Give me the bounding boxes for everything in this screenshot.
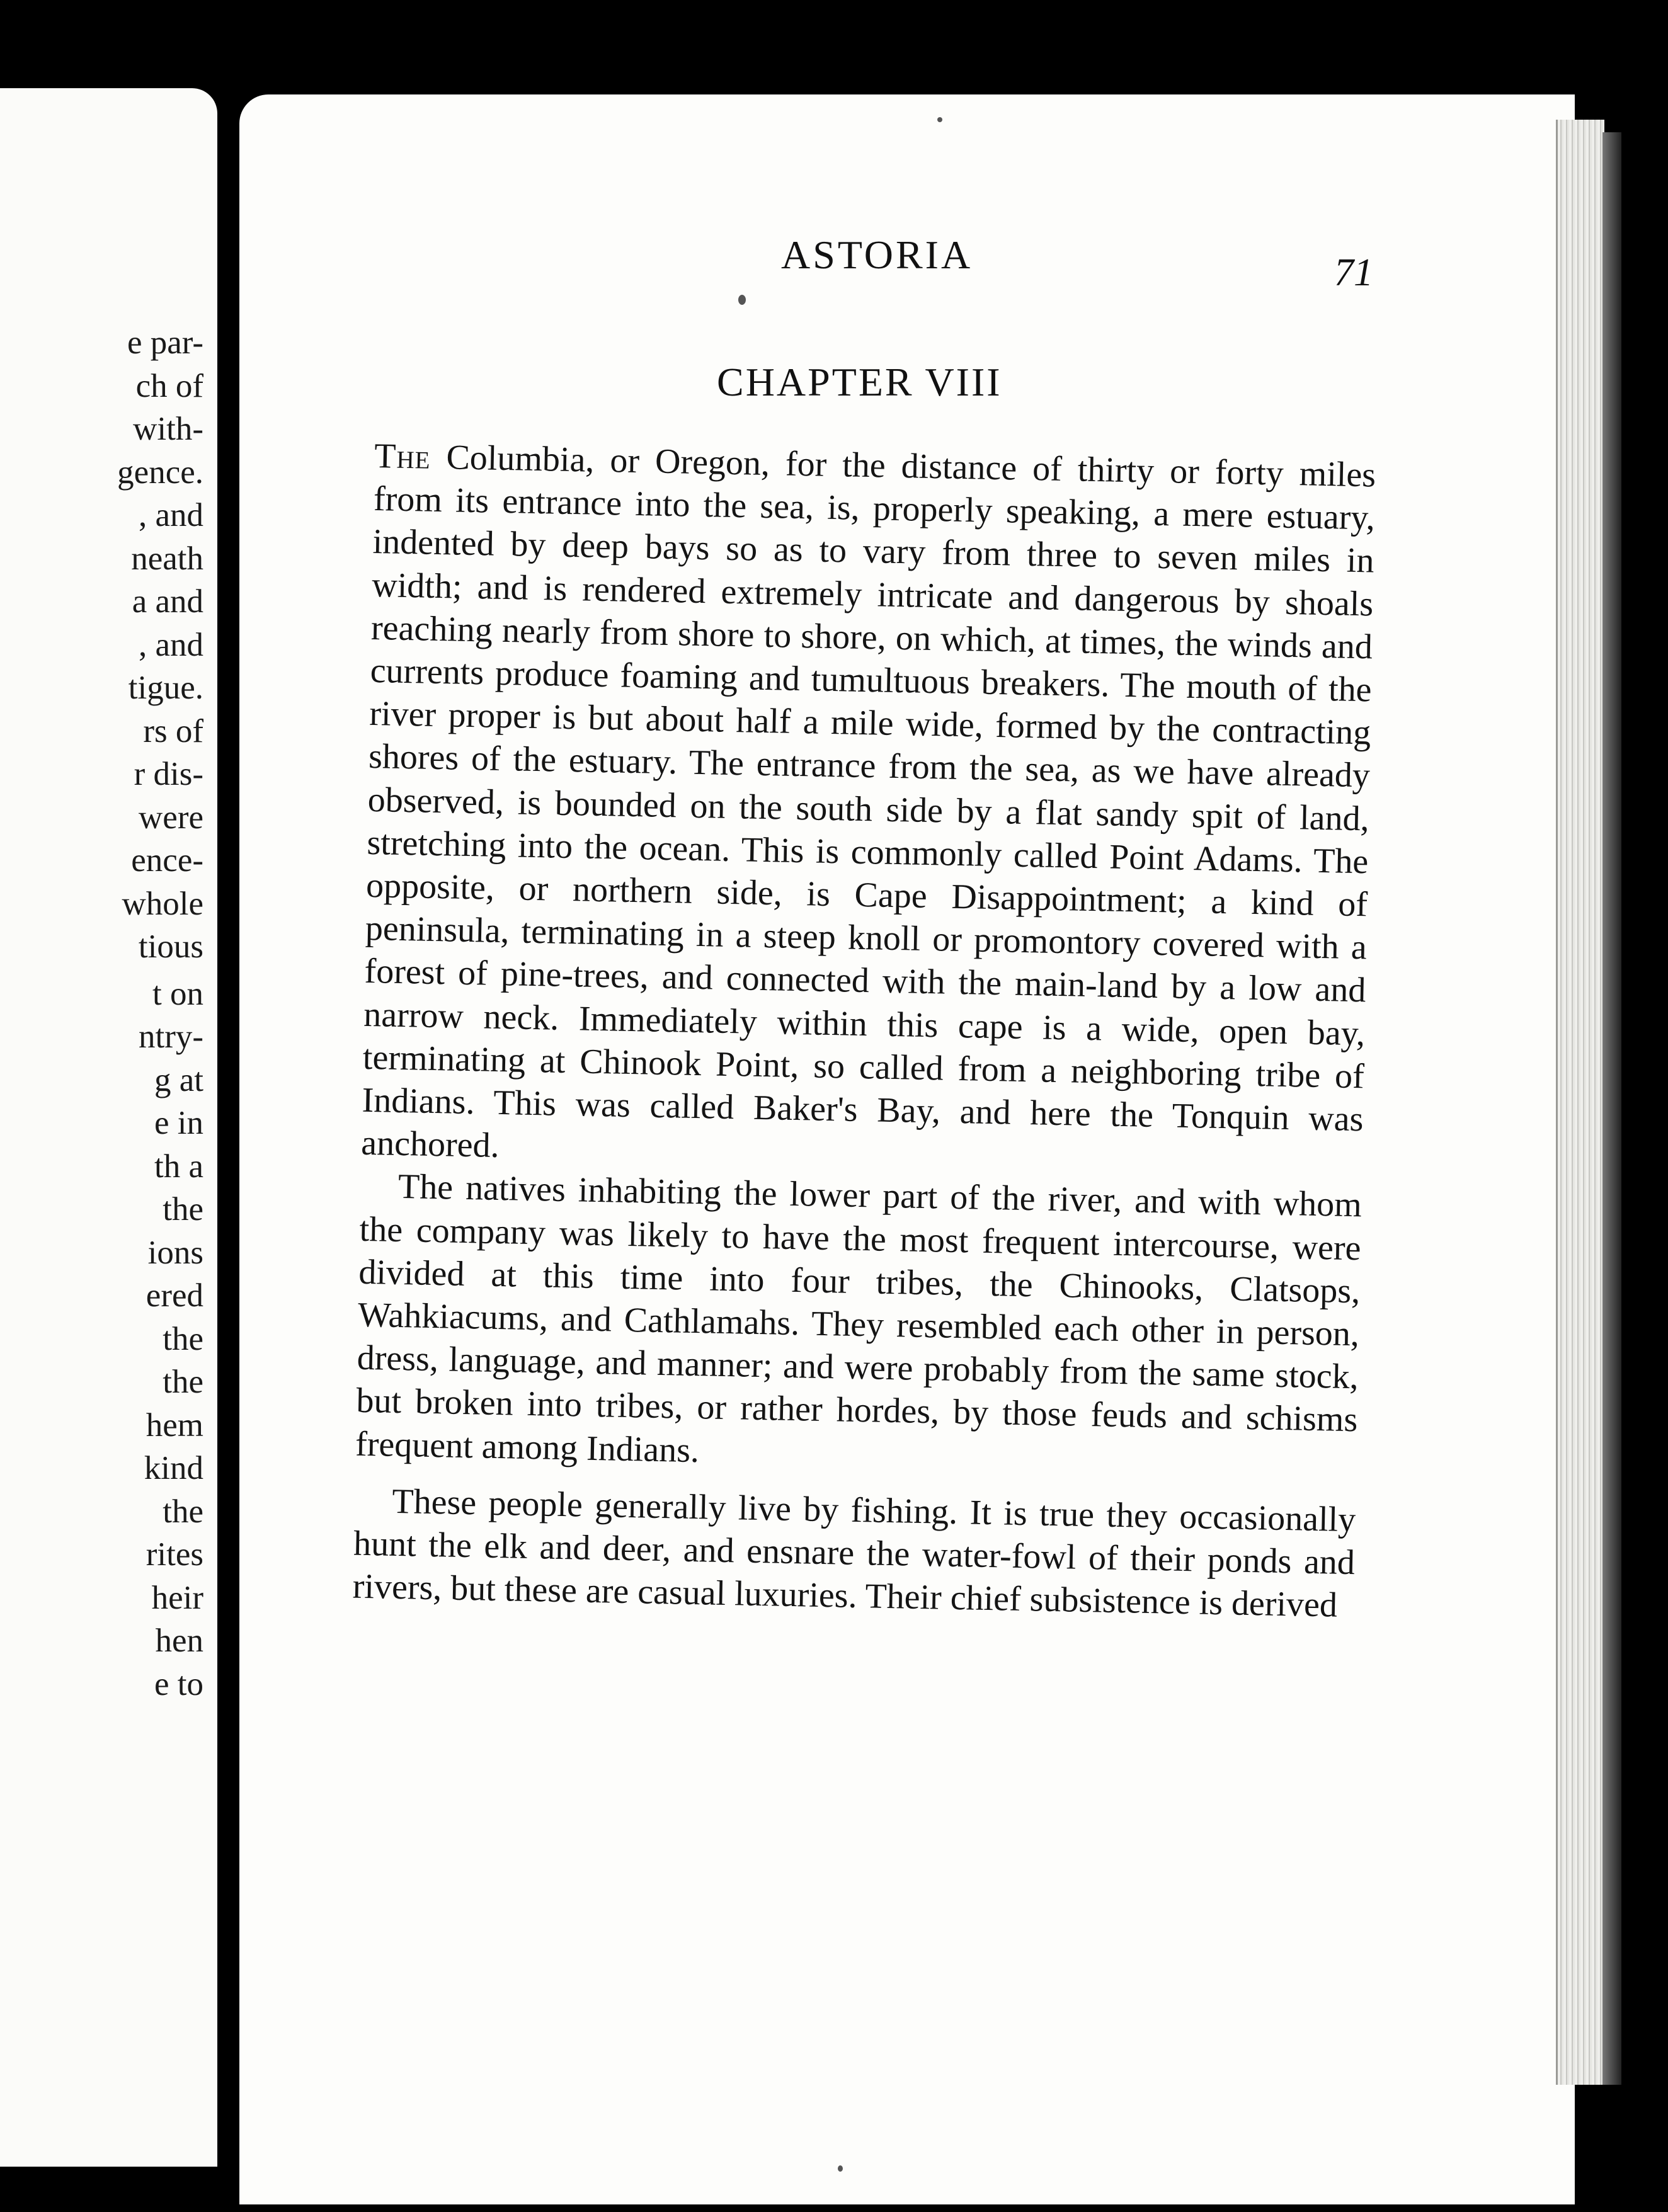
left-page-line: the: [163, 1364, 203, 1400]
left-page-line: a and: [132, 583, 203, 620]
left-page-line: ch of: [135, 367, 203, 404]
left-page-line: ions: [147, 1234, 203, 1271]
chapter-title: CHAPTER VIII: [717, 360, 1002, 404]
left-page-line: hen: [155, 1622, 203, 1659]
running-head: ASTORIA: [781, 232, 973, 277]
left-page-line: heir: [151, 1579, 203, 1616]
left-page-line: g at: [154, 1061, 203, 1098]
page-edge-shadow: [1602, 132, 1621, 2085]
left-page-line: t on: [152, 975, 203, 1012]
left-page-text: [2, 321, 203, 1706]
ink-speck: [937, 117, 942, 122]
left-page-line: ence-: [131, 842, 203, 879]
left-page-line: ered: [146, 1277, 203, 1314]
left-page-fragment: [0, 88, 217, 2167]
page-edge-stack: [1556, 120, 1604, 2085]
paragraph-3: These people generally live by fishing. It is true they occasionally hunt the elk and deer, and ensnare the water-fowl of their ponds and rivers, but these are casual luxuries. Their chief subsistence is derived: [352, 1481, 1356, 1625]
body-text: [352, 435, 1376, 1628]
paragraph-1: [361, 435, 1376, 1184]
paragraph-lead-word: The: [374, 436, 431, 477]
left-page-line: r dis-: [134, 756, 203, 792]
ink-speck: [738, 295, 746, 305]
left-page-line: whole: [122, 885, 203, 922]
left-page-line: the: [163, 1191, 203, 1228]
left-page-line: , and: [138, 497, 203, 533]
left-page-line: the: [163, 1320, 203, 1357]
paragraph-1-text: Columbia, or Oregon, for the distance of thirty or forty miles from its entrance into the sea, is, properly speaking, a mere estuary, indented by deep bays so as to vary from three to seven miles in width; and is rendered extremely intricate and dangerous by shoals reaching nearly from shore to shore, on which, at times, the winds and currents produce foaming and tumultuous breakers. The mouth of the river proper is but about half a mile wide, formed by the contracting shores of the estuary. The entrance from the sea, as we have already observed, is bounded on the south side by a flat sandy spit of land, stretching into the ocean. This is commonly called Point Adams. The opposite, or northern side, is Cape Disappointment; a kind of peninsula, terminating in a steep knoll or promontory covered with a forest of pine-trees, and connected with the main-land by a low and narrow neck. Immediately within this cape is a wide, open bay, terminating at Chinook Point, so called from a neighboring tribe of Indians. This was called Baker's Bay, and here the Tonquin was anchored.: [360, 437, 1376, 1166]
left-page-line: ntry-: [138, 1018, 203, 1055]
left-page-line: were: [139, 799, 203, 836]
left-page-line: with-: [133, 411, 203, 447]
left-page-line: , and: [138, 626, 203, 663]
page-number: 71: [1334, 251, 1373, 294]
left-page-line: e in: [154, 1105, 203, 1141]
left-page-line: gence.: [117, 453, 203, 491]
left-page-line: tious: [138, 928, 203, 965]
left-page-line: tigue.: [128, 670, 203, 706]
left-page-line: neath: [131, 540, 203, 577]
left-page-line: rs of: [143, 712, 203, 750]
ink-speck: [838, 2165, 843, 2172]
left-page-line: e to: [154, 1665, 203, 1702]
paragraph-2: The natives inhabiting the lower part of the river, and with whom the company was likely to have the most frequent intercourse, were divided at this time into four tribes, the Chinooks, Clatsops, Wahkiacums, and Cathlamahs. They resembled each other in person, dress, language, and manner; and were probably from the same stock, but broken into tribes, or rather hordes, by those feuds and schisms frequent among Indians.: [355, 1167, 1362, 1470]
left-page-line: rites: [146, 1536, 203, 1573]
left-page-line: e par-: [127, 324, 203, 361]
left-page-line: th a: [154, 1148, 203, 1185]
left-page-line: hem: [146, 1406, 203, 1444]
left-page-line: kind: [144, 1450, 203, 1486]
left-page-line: the: [163, 1493, 203, 1530]
